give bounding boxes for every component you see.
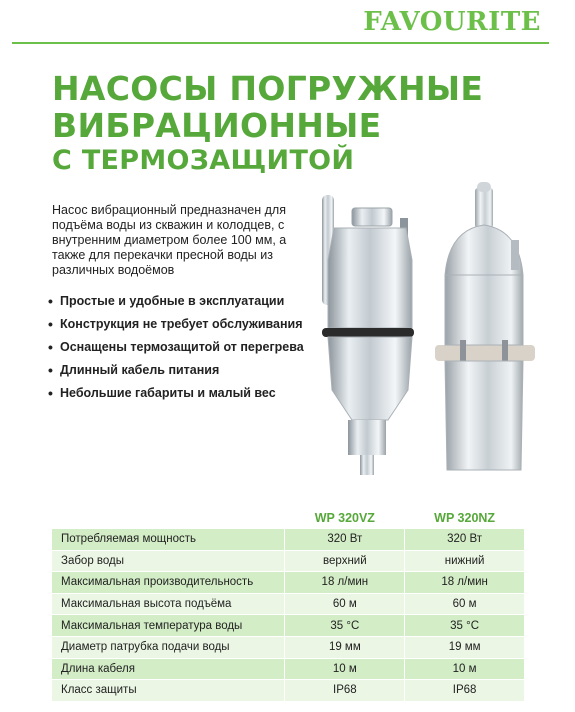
table-row — [52, 680, 525, 702]
spec-value: IP68 — [405, 680, 525, 702]
spec-value: 320 Вт — [285, 529, 405, 550]
spec-value: 60 м — [405, 593, 525, 615]
spec-value: IP68 — [285, 680, 405, 702]
table-row — [52, 550, 525, 572]
spec-value: 10 м — [405, 658, 525, 680]
spec-value: 18 л/мин — [405, 572, 525, 594]
spec-value: нижний — [405, 550, 525, 572]
header-empty-cell — [52, 509, 285, 529]
spec-value: 60 м — [285, 593, 405, 615]
table-row — [52, 615, 525, 637]
pump-wp320vz-image — [300, 190, 425, 480]
table-row — [52, 658, 525, 680]
specs-table — [52, 509, 525, 702]
table-row — [52, 593, 525, 615]
feature-item: • Небольшие габариты и малый вес — [48, 386, 308, 401]
product-description: Насос вибрационный предназначен для подъёма воды из скважин и колодцев, с внутренним диаметром более 100 мм, а также для перекачки пресной воды из различных водоёмов — [52, 203, 287, 277]
spec-value: 19 мм — [285, 636, 405, 658]
feature-item: • Оснащены термозащитой от перегрева — [48, 340, 308, 355]
spec-name: Диаметр патрубка подачи воды — [52, 636, 285, 658]
spec-name: Максимальная высота подъёма — [52, 593, 285, 615]
spec-name: Максимальная температура воды — [52, 615, 285, 637]
spec-name: Класс защиты — [52, 680, 285, 702]
model-header: WP 320VZ — [314, 511, 375, 525]
spec-name: Длина кабеля — [52, 658, 285, 680]
header-divider — [12, 42, 549, 44]
brand-logo: FAVOURITE — [363, 7, 541, 37]
title-line-2: ВИБРАЦИОННЫЕ — [52, 106, 382, 145]
feature-item: • Простые и удобные в эксплуатации — [48, 294, 308, 309]
table-row — [52, 572, 525, 594]
spec-value: 35 °С — [405, 615, 525, 637]
table-row — [52, 636, 525, 658]
spec-name: Потребляемая мощность — [52, 529, 285, 550]
table-header-row — [52, 509, 525, 529]
page-title — [52, 70, 483, 179]
table-row — [52, 529, 525, 550]
title-line-1: НАСОСЫ ПОГРУЖНЫЕ — [52, 69, 484, 108]
spec-value: 320 Вт — [405, 529, 525, 550]
spec-name: Максимальная производительность — [52, 572, 285, 594]
feature-item: • Длинный кабель питания — [48, 363, 308, 378]
spec-value: 18 л/мин — [285, 572, 405, 594]
spec-value: 19 мм — [405, 636, 525, 658]
feature-list — [48, 294, 308, 409]
feature-item: • Конструкция не требует обслуживания — [48, 317, 308, 332]
spec-name: Забор воды — [52, 550, 285, 572]
spec-value: 35 °С — [285, 615, 405, 637]
model-header: WP 320NZ — [434, 511, 496, 525]
spec-value: 10 м — [285, 658, 405, 680]
pump-wp320nz-image — [425, 180, 545, 480]
title-line-3: С ТЕРМОЗАЩИТОЙ — [52, 145, 355, 176]
spec-value: верхний — [285, 550, 405, 572]
